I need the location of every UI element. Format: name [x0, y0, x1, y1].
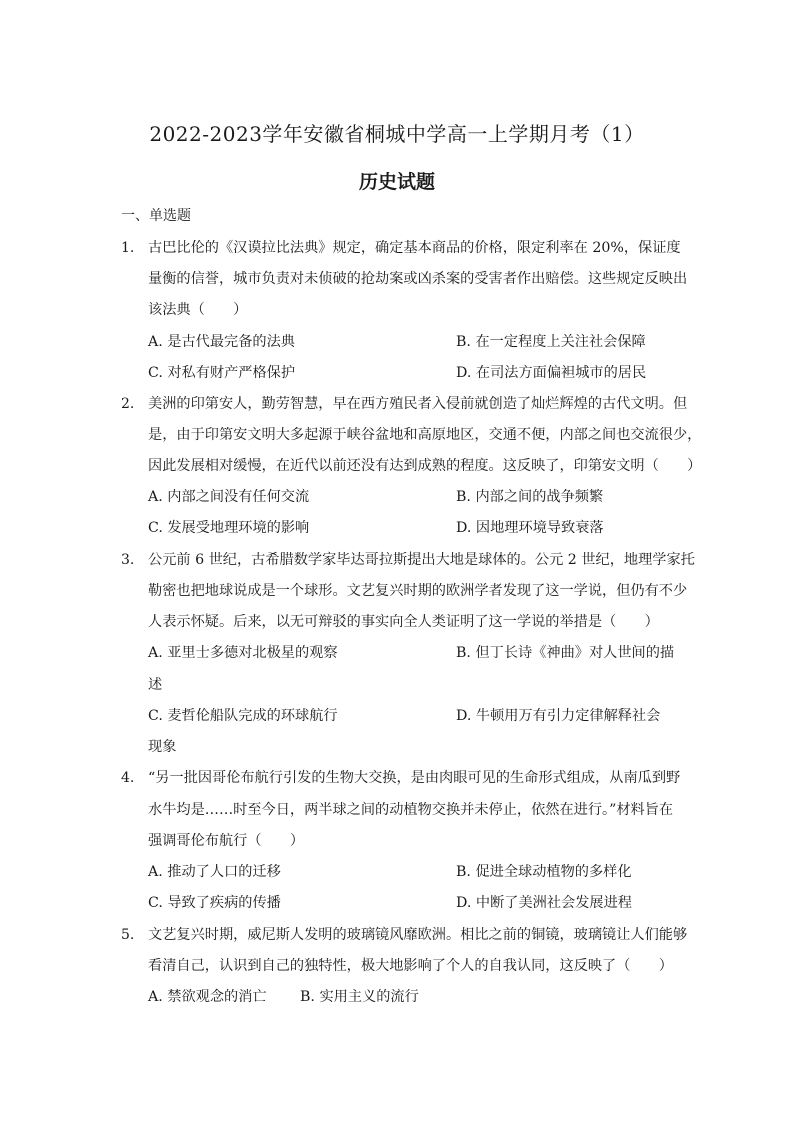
question-number: 5. [121, 927, 135, 943]
question-text-line: 人表示怀疑。后来，以无可辩驳的事实向全人类证明了这一学说的举措是（ ） [148, 614, 659, 630]
question-text-line: 强调哥伦布航行（ ） [148, 833, 305, 849]
question-text-line: 勒密也把地球说成是一个球形。文艺复兴时期的欧洲学者发现了这一学说，但仍有不少 [148, 583, 688, 599]
option-c[interactable]: C. 麦哲伦船队完成的环球航行 [148, 708, 338, 724]
option-a[interactable]: A. 内部之间没有任何交流 [148, 489, 310, 505]
question-text-line: 水牛均是……时至今日，两半球之间的动植物交换并未停止，依然在进行。”材料旨在 [148, 802, 674, 818]
option-c[interactable]: C. 导致了疾病的传播 [148, 895, 281, 911]
exam-title: 2022-2023学年安徽省桐城中学高一上学期月考（1） [149, 122, 645, 146]
option-c[interactable]: C. 发展受地理环境的影响 [148, 520, 310, 536]
question-text-line: 因此发展相对缓慢，在近代以前还没有达到成熟的程度。这反映了，印第安文明（ ） [148, 458, 702, 474]
option-b-continued: 述 [148, 677, 163, 693]
question-text-line: 美洲的印第安人，勤劳智慧，早在西方殖民者入侵前就创造了灿烂辉煌的古代文明。但 [148, 396, 688, 412]
option-a[interactable]: A. 亚里士多德对北极星的观察 [148, 645, 338, 661]
question-number: 3. [121, 552, 135, 568]
option-d[interactable]: D. 牛顿用万有引力定律解释社会 [456, 708, 661, 724]
question-number: 2. [121, 396, 135, 412]
option-b[interactable]: B. 实用主义的流行 [300, 989, 419, 1005]
option-c[interactable]: C. 对私有财产严格保护 [148, 365, 296, 381]
option-a[interactable]: A. 推动了人口的迁移 [148, 864, 281, 880]
option-d[interactable]: D. 中断了美洲社会发展进程 [456, 895, 632, 911]
option-b[interactable]: B. 促进全球动植物的多样化 [456, 864, 632, 880]
section-heading: 一、单选题 [121, 208, 191, 224]
question-text-line: 古巴比伦的《汉谟拉比法典》规定，确定基本商品的价格，限定利率在 20%，保证度 [148, 240, 681, 256]
question-text-line: “另一批因哥伦布航行引发的生物大交换，是由肉眼可见的生命形式组成，从南瓜到野 [148, 770, 681, 786]
question-text-line: 是，由于印第安文明大多起源于峡谷盆地和高原地区，交通不便，内部之间也交流很少， [148, 427, 702, 443]
option-b[interactable]: B. 在一定程度上关注社会保障 [456, 334, 646, 350]
option-d[interactable]: D. 因地理环境导致衰落 [456, 520, 604, 536]
question-number: 4. [121, 770, 135, 786]
question-number: 1. [121, 240, 135, 256]
option-b[interactable]: B. 但丁长诗《神曲》对人世间的描 [456, 645, 675, 661]
option-a[interactable]: A. 是古代最完备的法典 [148, 334, 295, 350]
option-b[interactable]: B. 内部之间的战争频繁 [456, 489, 604, 505]
question-text-line: 量衡的信誉，城市负责对未侦破的抢劫案或凶杀案的受害者作出赔偿。这些规定反映出 [148, 271, 688, 287]
question-text-line: 看清自己，认识到自己的独特性，极大地影响了个人的自我认同，这反映了（ ） [148, 958, 673, 974]
option-d-continued: 现象 [148, 739, 177, 755]
question-text-line: 文艺复兴时期，威尼斯人发明的玻璃镜风靡欧洲。相比之前的铜镜，玻璃镜让人们能够 [148, 927, 688, 943]
question-text-line: 公元前 6 世纪，古希腊数学家毕达哥拉斯提出大地是球体的。公元 2 世纪，地理学家托 [148, 552, 695, 568]
option-d[interactable]: D. 在司法方面偏袒城市的居民 [456, 365, 647, 381]
option-a[interactable]: A. 禁欲观念的消亡 [148, 989, 267, 1005]
question-text-line: 该法典（ ） [148, 302, 248, 318]
exam-subtitle: 历史试题 [358, 171, 435, 193]
